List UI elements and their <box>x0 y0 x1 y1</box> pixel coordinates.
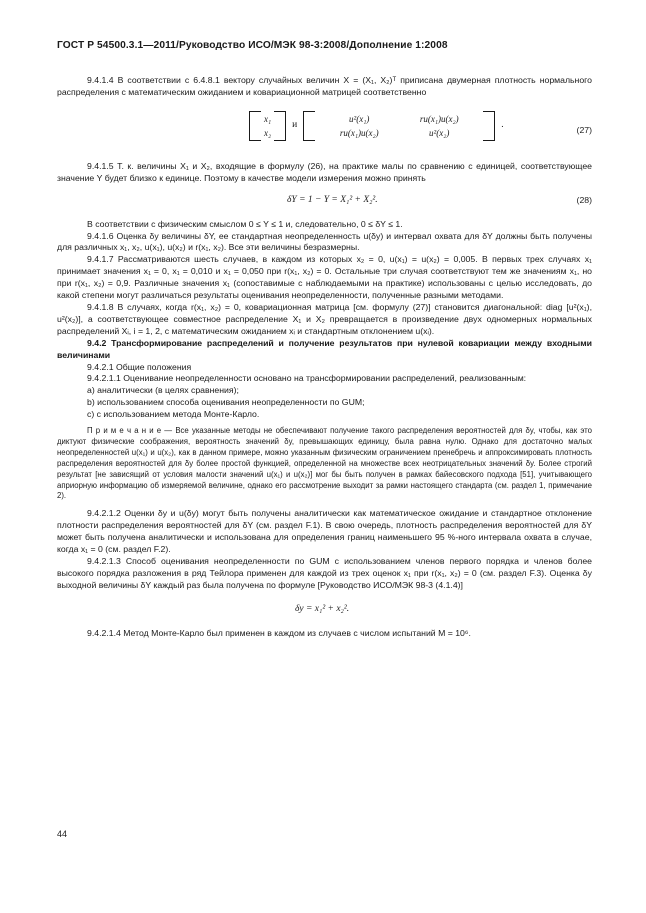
paragraph-9-4-1-7: 9.4.1.7 Рассматриваются шесть случаев, в каждом из которых x₂ = 0, u(x₁) = u(x₂) = 0,005. В первых трех случаях x₁ принимает значения x₁ = 0, x₁ = 0,010 и x₁ = 0,050 при r(x₁, x₂) = 0. Остальные три случая соответствуют тем же значениям x₁, но при r(x₁, x₂) = 0,9. Различные значения x₁ (сопоставимые с наблюдаемыми на практике) использованы с целью исследовать, до какой степени могут различаться результаты оценивания неопределенности, полученные разными методами. <box>57 254 592 301</box>
equation-dy-text: δy = x₁² + x₂². <box>295 603 350 614</box>
matrix-11: u²(x₁) <box>349 113 370 124</box>
methods-list <box>57 385 592 421</box>
note <box>57 426 592 502</box>
page-body <box>57 75 592 640</box>
page-header: ГОСТ Р 54500.3.1—2011/Руководство ИСО/МЭК 98-3:2008/Дополнение 1:2008 <box>57 40 448 51</box>
equation-number-27: (27) <box>576 124 592 135</box>
covariance-matrix <box>303 111 495 141</box>
equation-28 <box>57 185 592 219</box>
vector-x <box>249 111 286 141</box>
matrix-22: u²(x₂) <box>429 127 450 138</box>
matrix-12: ru(x₁)u(x₂) <box>419 113 459 124</box>
vector-x2: x₂ <box>264 127 272 138</box>
paragraph-9-4-2-1-1: 9.4.2.1.1 Оценивание неопределенности основано на трансформировании распределений, реализованным: <box>87 373 527 384</box>
matrix-21: ru(x₁)u(x₂) <box>339 127 379 138</box>
equation-27: x₁ x₂ и u²(x₁) ru(x₁)u(x₂) ru(x₁)u(x₂) u²(x₂) . (27) <box>57 107 592 155</box>
equation-dy <box>57 592 592 628</box>
heading-9-4-2: 9.4.2 Трансформирование распределений и получение результатов при нулевой ковариации между входными величинами <box>57 337 592 360</box>
note-label: П р и м е ч а н и е — <box>87 426 173 436</box>
conjunction: и <box>292 119 298 130</box>
paragraph-9-4-1-6: 9.4.1.6 Оценка δy величины δY, ее стандартная неопределенность u(δy) и интервал охвата для δY должны быть получены для различных x₁, x₂, u(x₁), u(x₂) и r(x₁, x₂). Все эти величины безразмерны. <box>57 230 592 253</box>
page-number: 44 <box>57 829 68 839</box>
paragraph-9-4-2-1-4: 9.4.2.1.4 Метод Монте-Карло был применен в каждом из случаев с числом испытаний M = 10⁶. <box>87 627 471 638</box>
list-item: c) с использованием метода Монте-Карло. <box>87 409 260 420</box>
paragraph-physical-sense: В соответствии с физическим смыслом 0 ≤ Y ≤ 1 и, следовательно, 0 ≤ δY ≤ 1. <box>87 218 403 229</box>
paragraph-9-4-2-1-3: 9.4.2.1.3 Способ оценивания неопределенности по GUM с использованием членов первого порядка и членов более высокого порядка разложения в ряд Тейлора применен для каждой из трех оценок x₁ при r(x₁, x₂) = 0 (см. раздел F.3). Оценка δy выходной величины δY каждый раз была получена по формуле [Руководство ИСО/МЭК 98-3 (4.1.4)] <box>57 556 592 590</box>
note-text: Все указанные методы не обеспечивают получение такого распределения вероятностей для δy, чтобы, как это диктуют физические соображения, вероятность значений δy, превышающих единицу, была равна нулю. Однако для достаточно малых неопределенностей u(x₁) и u(x₂), как в данном примере, можно указанным физическим ограничением пренебречь и аппроксимировать плотность распределения вероятностей для δy более простой функцией, определенной на множестве всех неотрицательных значений δy. Более строгий результат [не зависящий от условия малости значений u(x₁) и u(x₂)] мог бы быть получен в рамках байесовского подхода [51], учитывающего априорную информацию об измеряемой величине, однако его рассмотрение выходит за рамки настоящего стандарта (см. раздел 1, примечание 2). <box>57 426 592 501</box>
heading-9-4-2-1: 9.4.2.1 Общие положения <box>87 361 192 372</box>
equation-number-28: (28) <box>576 194 592 205</box>
vector-x1: x₁ <box>264 113 272 124</box>
paragraph-9-4-1-4: 9.4.1.4 В соответствии с 6.4.8.1 вектору случайных величин X = (X₁, X₂)ᵀ приписана двумерная плотность нормального распределения с математическим ожиданием и ковариационной матрицей соответственно <box>57 75 592 97</box>
paragraph-9-4-2-1-2: 9.4.2.1.2 Оценки δy и u(δy) могут быть получены аналитически как математическое ожидание и стандартное отклонение плотности распределения вероятностей для δY (см. раздел F.1). В свою очередь, плотность распределения вероятностей для δY может быть получена аналитически и использована для определения границ наименьшего 95 %-ного интервала охвата в случае, когда x₁ = 0 (см. раздел F.2). <box>57 508 592 555</box>
equation-28-text: δY = 1 − Y = X₁² + X₂². <box>287 194 378 205</box>
paragraph-9-4-1-8: 9.4.1.8 В случаях, когда r(x₁, x₂) = 0, ковариационная матрица [см. формулу (27)] становится диагональной: diag [u²(x₁), u²(x₂)], а соответствующее совместное распределение X₁ и X₂ превращается в произведение двух одномерных нормальных распределений Xᵢ, i = 1, 2, с математическим ожиданием xᵢ и стандартным отклонением u(xᵢ). <box>57 301 592 336</box>
list-item: a) аналитически (в целях сравнения); <box>87 385 239 396</box>
paragraph-9-4-1-5: 9.4.1.5 Т. к. величины X₁ и X₂, входящие в формулу (26), на практике малы по сравнению с единицей, соответствующее значение Y будет близко к единице. Поэтому в качестве модели измерения можно принять <box>57 160 592 183</box>
list-item: b) использованием способа оценивания неопределенности по GUM; <box>87 397 365 408</box>
